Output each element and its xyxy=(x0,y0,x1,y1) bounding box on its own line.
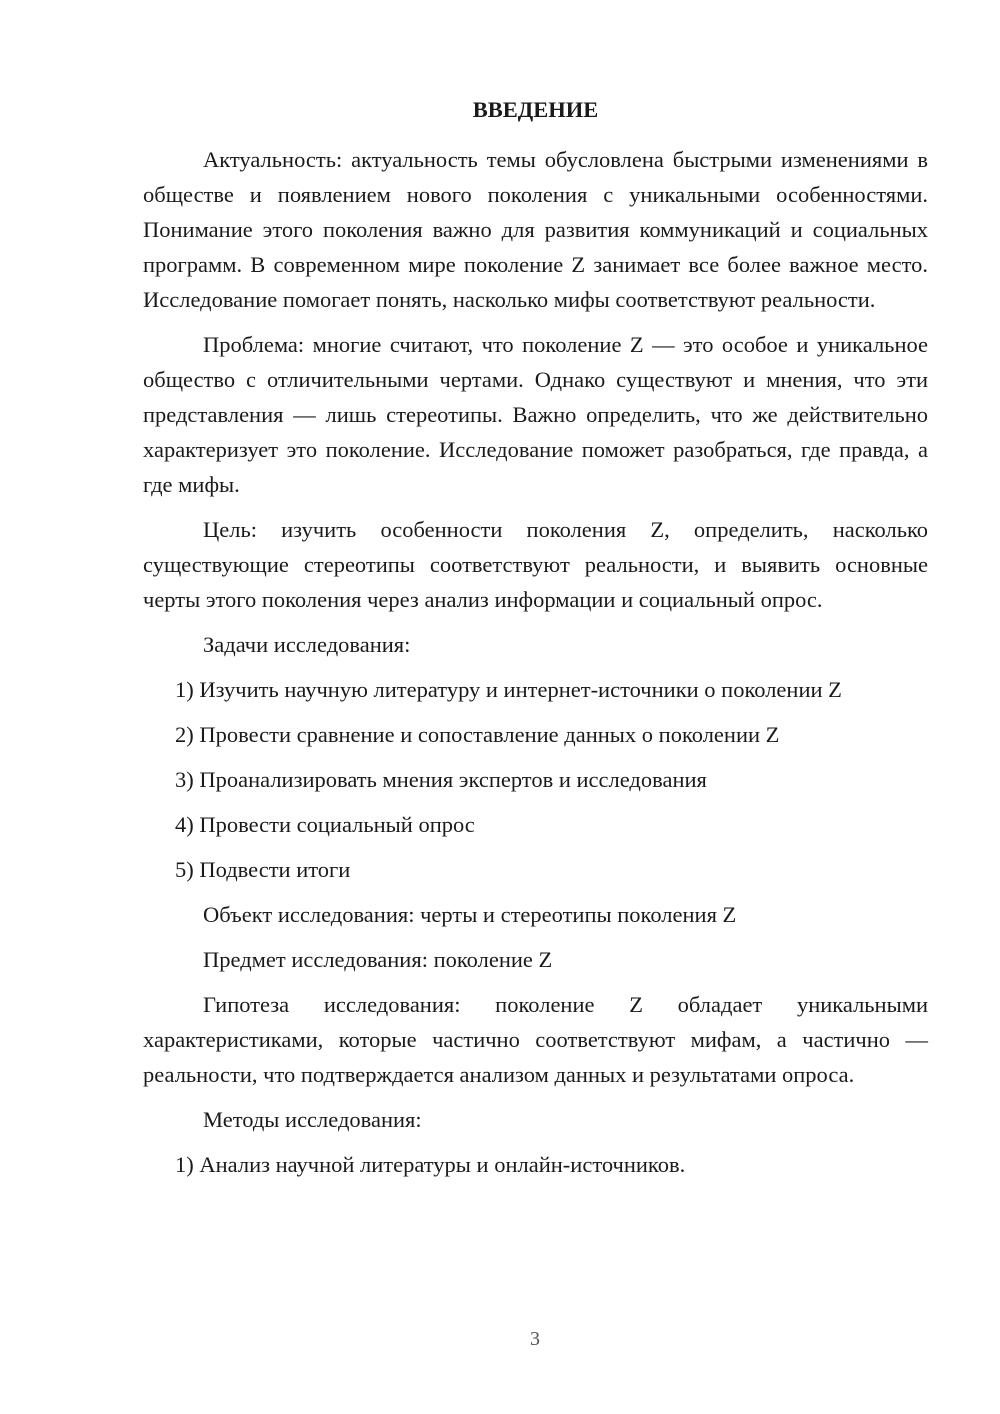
task-item: 4) Провести социальный опрос xyxy=(175,812,475,837)
hypothesis-paragraph: Гипотеза исследования: поколение Z обладает уникальными характеристиками, которые частично соответствуют мифам, а частично — реальности, что подтверждается анализом данных и результатами опроса. xyxy=(143,992,928,1087)
relevance-paragraph: Актуальность: актуальность темы обусловлена быстрыми изменениями в обществе и появлением нового поколения с уникальными особенностями. Понимание этого поколения важно для развития коммуникаций и социальных программ. В современном мире поколение Z занимает все более важное место. Исследование помогает понять, насколько мифы соответствуют реальности. xyxy=(143,147,928,312)
research-object: Объект исследования: черты и стереотипы поколения Z xyxy=(203,902,737,927)
task-item: 5) Подвести итоги xyxy=(175,857,351,882)
goal-paragraph: Цель: изучить особенности поколения Z, определить, насколько существующие стереотипы соответствуют реальности, и выявить основные черты этого поколения через анализ информации и социальный опрос. xyxy=(143,517,928,612)
task-item: 2) Провести сравнение и сопоставление данных о поколении Z xyxy=(175,722,780,747)
task-item: 1) Изучить научную литературу и интернет-источники о поколении Z xyxy=(175,677,842,702)
methods-heading: Методы исследования: xyxy=(203,1107,422,1132)
task-item: 3) Проанализировать мнения экспертов и исследования xyxy=(175,767,707,792)
research-subject: Предмет исследования: поколение Z xyxy=(203,947,553,972)
document-page xyxy=(143,92,928,1192)
page-number: 3 xyxy=(530,1328,540,1350)
section-title: ВВЕДЕНИЕ xyxy=(472,97,599,122)
tasks-heading: Задачи исследования: xyxy=(203,632,411,657)
problem-paragraph: Проблема: многие считают, что поколение Z — это особое и уникальное общество с отличительными чертами. Однако существуют и мнения, что эти представления — лишь стереотипы. Важно определить, что же действительно характеризует это поколение. Исследование поможет разобраться, где правда, а где мифы. xyxy=(143,332,928,497)
method-item: 1) Анализ научной литературы и онлайн-источников. xyxy=(175,1152,686,1177)
